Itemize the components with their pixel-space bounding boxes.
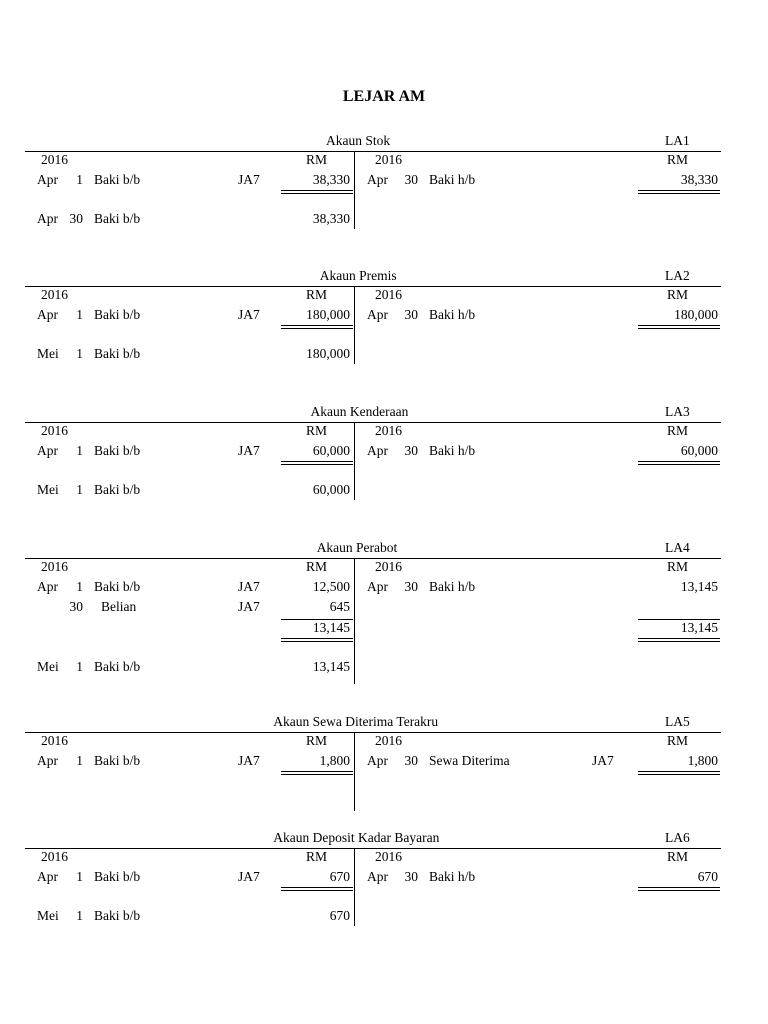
credit-month: Apr [367,579,388,594]
credit-description: Sewa Diterima [429,753,510,768]
debit-amount: 38,330 [312,172,350,187]
credit-year-header: 2016 [375,733,402,748]
debit-currency-header: RM [306,152,328,167]
page-title: LEJAR AM [342,88,426,105]
carry-amount: 38,330 [312,211,350,226]
credit-day: 30 [404,869,418,884]
debit-year-header: 2016 [41,849,68,864]
ledger-divider [354,286,355,364]
debit-folio: JA7 [238,869,260,884]
credit-day: 30 [404,579,418,594]
credit-day: 30 [404,443,418,458]
account-title: Akaun Sewa Diterima Terakru [273,714,439,729]
debit-description: Baki b/b [94,443,141,458]
carry-amount: 60,000 [312,482,350,497]
account-code: LA6 [665,830,690,845]
credit-amount: 13,145 [680,579,718,594]
credit-month: Apr [367,307,388,322]
credit-month: Apr [367,753,388,768]
credit-day: 30 [404,753,418,768]
debit-total-rule [281,461,353,465]
account-code: LA1 [665,133,690,148]
account-title: Akaun Premis [319,268,397,283]
debit-description: Baki b/b [94,869,141,884]
credit-description: Baki h/b [429,579,476,594]
debit-amount: 60,000 [312,443,350,458]
credit-currency-header: RM [667,733,689,748]
debit-total-rule [281,638,353,642]
debit-description: Baki b/b [94,172,141,187]
debit-folio: JA7 [238,172,260,187]
debit-folio: JA7 [238,443,260,458]
debit-month: Apr [37,443,58,458]
debit-currency-header: RM [306,287,328,302]
account-title: Akaun Stok [326,133,391,148]
account-top-rule [25,848,721,849]
account-code: LA2 [665,268,690,283]
debit-description: Baki b/b [94,307,141,322]
debit-folio: JA7 [238,307,260,322]
carry-description: Baki b/b [94,659,141,674]
ledger-account [25,404,721,544]
debit-day: 1 [76,579,83,594]
debit-amount: 12,500 [312,579,350,594]
debit-description: Baki b/b [94,753,141,768]
account-top-rule [25,732,721,733]
account-top-rule [25,558,721,559]
credit-total-rule [638,638,720,642]
carry-amount: 13,145 [312,659,350,674]
debit-day: 1 [76,869,83,884]
debit-description: Baki b/b [94,579,141,594]
credit-currency-header: RM [667,152,689,167]
debit-amount: 1,800 [319,753,350,768]
credit-description: Baki h/b [429,869,476,884]
debit-day: 1 [76,307,83,322]
credit-year-header: 2016 [375,559,402,574]
ledger-account [25,830,721,970]
credit-currency-header: RM [667,423,689,438]
credit-total-rule [638,190,720,194]
credit-total-rule [638,771,720,775]
ledger-divider [354,422,355,500]
credit-currency-header: RM [667,849,689,864]
credit-year-header: 2016 [375,152,402,167]
credit-total-rule [638,887,720,891]
account-top-rule [25,422,721,423]
carry-day: 1 [76,908,83,923]
debit-day: 30 [69,599,83,614]
carry-month: Mei [37,482,59,497]
debit-total-rule [281,887,353,891]
debit-currency-header: RM [306,559,328,574]
debit-year-header: 2016 [41,287,68,302]
carry-day: 30 [69,211,83,226]
credit-day: 30 [404,307,418,322]
debit-amount: 645 [329,599,350,614]
carry-description: Baki b/b [94,211,141,226]
credit-amount: 1,800 [687,753,718,768]
carry-description: Baki b/b [94,482,141,497]
debit-folio: JA7 [238,599,260,614]
credit-amount: 180,000 [674,307,718,322]
debit-year-header: 2016 [41,733,68,748]
account-title: Akaun Kenderaan [310,404,409,419]
credit-amount: 60,000 [680,443,718,458]
credit-total-rule [638,461,720,465]
debit-month: Apr [37,307,58,322]
debit-month: Apr [37,579,58,594]
carry-day: 1 [76,659,83,674]
account-code: LA5 [665,714,690,729]
ledger-divider [354,558,355,684]
debit-total-rule [281,190,353,194]
account-top-rule [25,286,721,287]
debit-year-header: 2016 [41,559,68,574]
carry-day: 1 [76,482,83,497]
carry-month: Apr [37,211,58,226]
account-code: LA3 [665,404,690,419]
credit-description: Baki h/b [429,172,476,187]
debit-folio: JA7 [238,579,260,594]
carry-month: Mei [37,908,59,923]
account-top-rule [25,151,721,152]
carry-month: Mei [37,346,59,361]
credit-description: Baki h/b [429,307,476,322]
credit-year-header: 2016 [375,423,402,438]
ledger-divider [354,151,355,229]
credit-month: Apr [367,443,388,458]
carry-day: 1 [76,346,83,361]
credit-folio: JA7 [592,753,614,768]
carry-amount: 670 [329,908,350,923]
ledger-account [25,268,721,408]
debit-folio: JA7 [238,753,260,768]
debit-amount: 670 [329,869,350,884]
debit-day: 1 [76,172,83,187]
debit-total-rule [281,325,353,329]
ledger-account [25,133,721,273]
credit-day: 30 [404,172,418,187]
carry-description: Baki b/b [94,908,141,923]
credit-currency-header: RM [667,287,689,302]
credit-month: Apr [367,172,388,187]
debit-year-header: 2016 [41,423,68,438]
credit-total: 13,145 [680,620,718,635]
debit-month: Apr [37,753,58,768]
debit-month: Apr [37,869,58,884]
debit-total: 13,145 [312,620,350,635]
debit-year-header: 2016 [41,152,68,167]
ledger-account [25,540,721,680]
credit-month: Apr [367,869,388,884]
debit-day: 1 [76,443,83,458]
credit-amount: 670 [697,869,718,884]
ledger-divider [354,732,355,811]
debit-month: Apr [37,172,58,187]
carry-month: Mei [37,659,59,674]
ledger-divider [354,848,355,926]
carry-description: Baki b/b [94,346,141,361]
credit-total-rule [638,325,720,329]
credit-amount: 38,330 [680,172,718,187]
debit-currency-header: RM [306,423,328,438]
debit-amount: 180,000 [306,307,350,322]
debit-total-rule [281,771,353,775]
debit-currency-header: RM [306,849,328,864]
carry-amount: 180,000 [306,346,350,361]
account-title: Akaun Perabot [316,540,398,555]
credit-year-header: 2016 [375,287,402,302]
credit-description: Baki h/b [429,443,476,458]
debit-day: 1 [76,753,83,768]
credit-year-header: 2016 [375,849,402,864]
credit-currency-header: RM [667,559,689,574]
debit-currency-header: RM [306,733,328,748]
account-code: LA4 [665,540,690,555]
debit-description: Belian [101,599,137,614]
account-title: Akaun Deposit Kadar Bayaran [273,830,440,845]
